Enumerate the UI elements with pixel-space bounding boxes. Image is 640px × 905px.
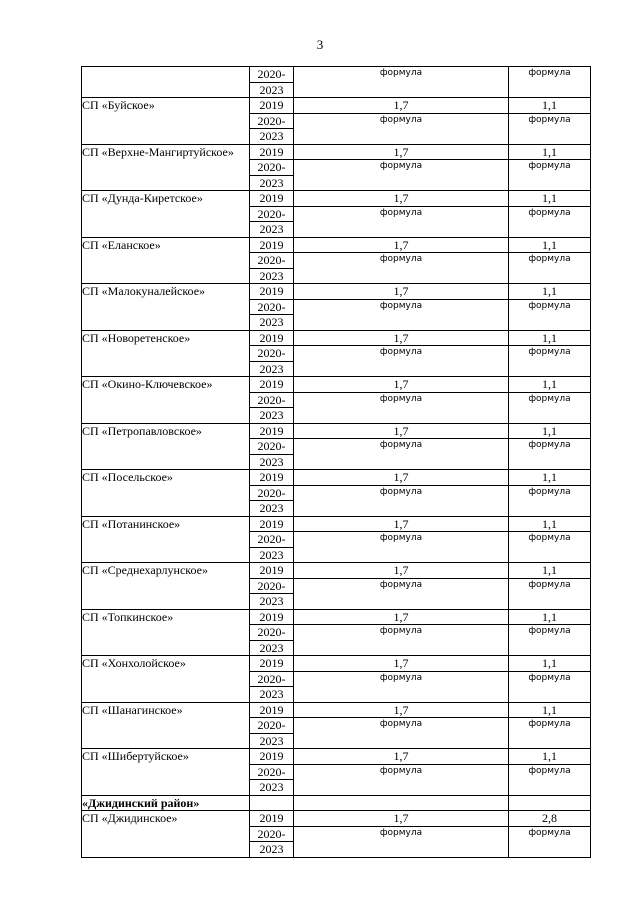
formula-cell: формула <box>509 299 591 330</box>
year-cell: 2019 <box>250 702 294 718</box>
formula-cell: формула <box>294 67 509 98</box>
value-cell: 1,7 <box>294 811 509 827</box>
formula-cell: формула <box>509 578 591 609</box>
value-cell: 1,1 <box>509 98 591 114</box>
value-cell: 2,8 <box>509 811 591 827</box>
settlement-name: СП «Хонхолойское» <box>82 656 250 703</box>
year-cell: 2023 <box>250 780 294 796</box>
year-cell: 2023 <box>250 222 294 238</box>
value-cell: 1,1 <box>509 609 591 625</box>
empty-cell <box>509 795 591 811</box>
year-cell: 2020- <box>250 113 294 129</box>
year-cell: 2023 <box>250 361 294 377</box>
table-row <box>82 470 591 486</box>
formula-cell: формула <box>509 826 591 857</box>
year-cell: 2023 <box>250 594 294 610</box>
formula-cell: формула <box>509 113 591 144</box>
settlement-name: СП «Верхне-Мангиртуйское» <box>82 144 250 191</box>
district-name: «Джидинский район» <box>82 795 250 811</box>
value-cell: 1,1 <box>509 237 591 253</box>
settlement-name: СП «Малокуналейское» <box>82 284 250 331</box>
year-cell: 2019 <box>250 563 294 579</box>
value-cell: 1,1 <box>509 470 591 486</box>
formula-cell: формула <box>509 253 591 284</box>
year-cell: 2019 <box>250 330 294 346</box>
value-cell: 1,1 <box>509 702 591 718</box>
year-cell: 2019 <box>250 191 294 207</box>
year-cell: 2019 <box>250 423 294 439</box>
value-cell: 1,7 <box>294 609 509 625</box>
value-cell: 1,1 <box>509 191 591 207</box>
formula-cell: формула <box>294 439 509 470</box>
settlement-name: СП «Буйское» <box>82 98 250 145</box>
year-cell: 2020- <box>250 160 294 176</box>
settlement-name: СП «Новоретенское» <box>82 330 250 377</box>
table-row <box>82 811 591 827</box>
year-cell: 2019 <box>250 749 294 765</box>
year-cell: 2020- <box>250 392 294 408</box>
formula-cell: формула <box>294 826 509 857</box>
value-cell: 1,7 <box>294 237 509 253</box>
formula-cell: формула <box>294 160 509 191</box>
year-cell: 2023 <box>250 82 294 98</box>
year-cell: 2023 <box>250 175 294 191</box>
year-cell: 2023 <box>250 640 294 656</box>
year-cell: 2023 <box>250 315 294 331</box>
formula-cell: формула <box>509 392 591 423</box>
year-cell: 2019 <box>250 377 294 393</box>
value-cell: 1,1 <box>509 423 591 439</box>
year-cell: 2020- <box>250 485 294 501</box>
value-cell: 1,1 <box>509 563 591 579</box>
table-row <box>82 656 591 672</box>
settlement-name: СП «Еланское» <box>82 237 250 284</box>
settlement-name: СП «Джидинское» <box>82 811 250 858</box>
year-cell: 2020- <box>250 206 294 222</box>
value-cell: 1,7 <box>294 702 509 718</box>
table-row <box>82 98 591 114</box>
formula-cell: формула <box>294 532 509 563</box>
table-row <box>82 377 591 393</box>
value-cell: 1,7 <box>294 423 509 439</box>
value-cell: 1,1 <box>509 284 591 300</box>
settlement-name: СП «Посельское» <box>82 470 250 517</box>
formula-cell: формула <box>509 206 591 237</box>
table-row <box>82 516 591 532</box>
formula-cell: формула <box>509 625 591 656</box>
value-cell: 1,1 <box>509 656 591 672</box>
year-cell: 2020- <box>250 253 294 269</box>
year-cell: 2019 <box>250 516 294 532</box>
empty-cell <box>294 795 509 811</box>
settlement-name: СП «Топкинское» <box>82 609 250 656</box>
year-cell: 2020- <box>250 346 294 362</box>
settlement-name: СП «Шанагинское» <box>82 702 250 749</box>
year-cell: 2023 <box>250 268 294 284</box>
year-cell: 2023 <box>250 129 294 145</box>
settlement-name: СП «Дунда-Киретское» <box>82 191 250 238</box>
table-row <box>82 609 591 625</box>
table-row <box>82 795 591 811</box>
settlement-name: СП «Шибертуйское» <box>82 749 250 796</box>
value-cell: 1,7 <box>294 470 509 486</box>
value-cell: 1,7 <box>294 656 509 672</box>
year-cell: 2020- <box>250 625 294 641</box>
table-row <box>82 284 591 300</box>
year-cell: 2020- <box>250 764 294 780</box>
value-cell: 1,7 <box>294 144 509 160</box>
formula-cell: формула <box>294 578 509 609</box>
formula-cell: формула <box>294 346 509 377</box>
empty-cell <box>82 67 250 98</box>
formula-cell: формула <box>294 671 509 702</box>
formula-cell: формула <box>509 439 591 470</box>
formula-cell: формула <box>509 160 591 191</box>
year-cell: 2019 <box>250 237 294 253</box>
formula-cell: формула <box>509 67 591 98</box>
table-row <box>82 144 591 160</box>
year-cell: 2020- <box>250 826 294 842</box>
empty-cell <box>250 795 294 811</box>
formula-cell: формула <box>294 392 509 423</box>
value-cell: 1,7 <box>294 330 509 346</box>
year-cell: 2020- <box>250 578 294 594</box>
formula-cell: формула <box>294 253 509 284</box>
table-row <box>82 423 591 439</box>
formula-cell: формула <box>509 532 591 563</box>
value-cell: 1,1 <box>509 377 591 393</box>
year-cell: 2019 <box>250 811 294 827</box>
year-cell: 2019 <box>250 144 294 160</box>
value-cell: 1,7 <box>294 98 509 114</box>
year-cell: 2023 <box>250 687 294 703</box>
table-row <box>82 563 591 579</box>
year-cell: 2023 <box>250 501 294 517</box>
value-cell: 1,1 <box>509 749 591 765</box>
formula-cell: формула <box>294 625 509 656</box>
year-cell: 2023 <box>250 408 294 424</box>
page-number: 3 <box>316 37 324 52</box>
table-row <box>82 67 591 83</box>
year-cell: 2019 <box>250 470 294 486</box>
value-cell: 1,7 <box>294 749 509 765</box>
year-cell: 2019 <box>250 609 294 625</box>
year-cell: 2020- <box>250 718 294 734</box>
table-row <box>82 749 591 765</box>
formula-cell: формула <box>509 718 591 749</box>
year-cell: 2023 <box>250 547 294 563</box>
year-cell: 2023 <box>250 733 294 749</box>
settlement-name: СП «Петропавловское» <box>82 423 250 470</box>
formula-cell: формула <box>294 206 509 237</box>
settlement-name: СП «Окино-Ключевское» <box>82 377 250 424</box>
value-cell: 1,7 <box>294 191 509 207</box>
formula-cell: формула <box>294 718 509 749</box>
year-cell: 2020- <box>250 299 294 315</box>
formula-cell: формула <box>294 764 509 795</box>
settlement-name: СП «Среднехарлунское» <box>82 563 250 610</box>
formula-cell: формула <box>294 485 509 516</box>
value-cell: 1,7 <box>294 284 509 300</box>
year-cell: 2020- <box>250 439 294 455</box>
formula-cell: формула <box>509 485 591 516</box>
year-cell: 2020- <box>250 67 294 83</box>
year-cell: 2019 <box>250 98 294 114</box>
year-cell: 2023 <box>250 454 294 470</box>
settlement-name: СП «Потанинское» <box>82 516 250 563</box>
year-cell: 2020- <box>250 671 294 687</box>
formula-cell: формула <box>294 299 509 330</box>
value-cell: 1,7 <box>294 516 509 532</box>
table-row <box>82 330 591 346</box>
tariff-table <box>81 66 591 858</box>
value-cell: 1,1 <box>509 330 591 346</box>
table-row <box>82 702 591 718</box>
formula-cell: формула <box>509 764 591 795</box>
year-cell: 2023 <box>250 842 294 858</box>
year-cell: 2020- <box>250 532 294 548</box>
value-cell: 1,1 <box>509 144 591 160</box>
table-row <box>82 191 591 207</box>
formula-cell: формула <box>294 113 509 144</box>
year-cell: 2019 <box>250 656 294 672</box>
value-cell: 1,7 <box>294 563 509 579</box>
value-cell: 1,1 <box>509 516 591 532</box>
formula-cell: формула <box>509 346 591 377</box>
table-row <box>82 237 591 253</box>
formula-cell: формула <box>509 671 591 702</box>
year-cell: 2019 <box>250 284 294 300</box>
value-cell: 1,7 <box>294 377 509 393</box>
